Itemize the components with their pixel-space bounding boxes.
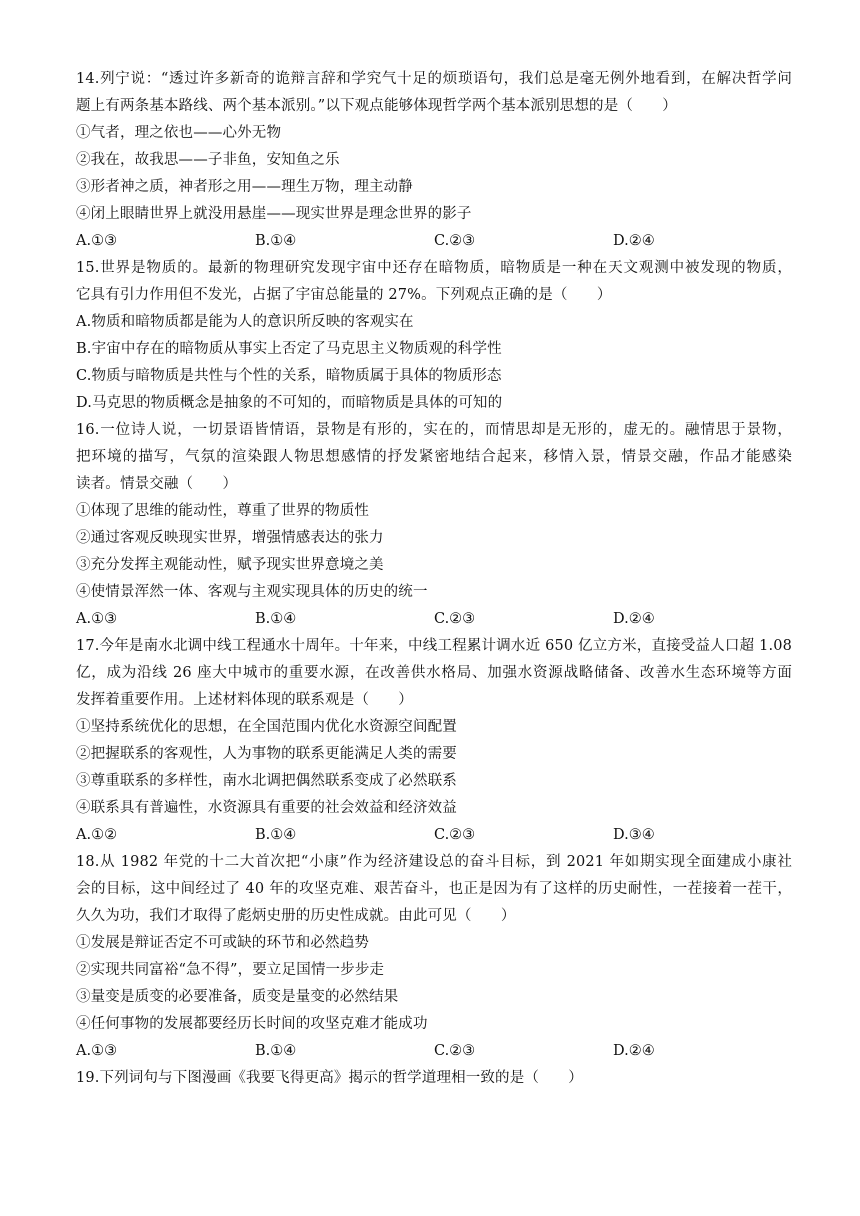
answer-choice-b: B.①④ — [255, 1043, 297, 1059]
answer-choices — [76, 1038, 792, 1065]
question-19 — [76, 1065, 792, 1092]
answer-choice-c: C.②③ — [434, 611, 476, 627]
answer-choice-c: C.②③ — [434, 1043, 476, 1059]
answer-choice-b: B.①④ — [255, 233, 297, 249]
answer-choice-d: D.③④ — [613, 827, 655, 843]
question-stem-line: 17.今年是南水北调中线工程通水十周年。十年来，中线工程累计调水近 650 亿立方米，直接受益人口超 1.08 — [76, 638, 792, 654]
option-line: ③量变是质变的必要准备，质变是量变的必然结果 — [76, 989, 399, 1005]
question-stem-line: 它具有引力作用但不发光，占据了宇宙总能量的 27%。下列观点正确的是（ ） — [76, 287, 612, 303]
question-stem-line: 读者。情景交融（ ） — [76, 476, 238, 492]
question-16 — [76, 417, 792, 633]
question-stem-line: 15.世界是物质的。最新的物理研究发现宇宙中还存在暗物质，暗物质是一种在天文观测中被发现的物质， — [76, 260, 792, 276]
question-17 — [76, 633, 792, 849]
answer-choice-a: A.①③ — [76, 233, 118, 249]
answer-choice-b: B.①④ — [255, 827, 297, 843]
answer-choices — [76, 228, 792, 255]
option-line: ②实现共同富裕“急不得”，要立足国情一步步走 — [76, 962, 385, 978]
question-stem-line: 久久为功，我们才取得了彪炳史册的历史性成就。由此可见（ ） — [76, 908, 516, 924]
answer-choice-a: A.①③ — [76, 611, 118, 627]
exam-page — [76, 66, 792, 1092]
answer-choice-b: B.①④ — [255, 611, 297, 627]
option-line: D.马克思的物质概念是抽象的不可知的，而暗物质是具体的可知的 — [76, 395, 503, 411]
answer-choice-d: D.②④ — [613, 611, 655, 627]
option-line: ①气者，理之依也——心外无物 — [76, 125, 282, 141]
option-line: A.物质和暗物质都是能为人的意识所反映的客观实在 — [76, 314, 414, 330]
question-stem-line: 发挥着重要作用。上述材料体现的联系观是（ ） — [76, 692, 413, 708]
question-stem-line: 18.从 1982 年党的十二大首次把“小康”作为经济建设总的奋斗目标，到 2021 年如期实现全面建成小康社 — [76, 854, 792, 870]
option-line: ①体现了思维的能动性，尊重了世界的物质性 — [76, 503, 369, 519]
option-line: ③充分发挥主观能动性，赋予现实世界意境之美 — [76, 557, 384, 573]
answer-choices — [76, 822, 792, 849]
option-line: ①发展是辩证否定不可或缺的环节和必然趋势 — [76, 935, 369, 951]
answer-choice-d: D.②④ — [613, 1043, 655, 1059]
question-15 — [76, 255, 792, 417]
answer-choice-a: A.①③ — [76, 1043, 118, 1059]
question-18 — [76, 849, 792, 1065]
option-line: ③形者神之质，神者形之用——理生万物，理主动静 — [76, 179, 413, 195]
option-line: C.物质与暗物质是共性与个性的关系，暗物质属于具体的物质形态 — [76, 368, 502, 384]
answer-choice-d: D.②④ — [613, 233, 655, 249]
option-line: ④任何事物的发展都要经历长时间的攻坚克难才能成功 — [76, 1016, 428, 1032]
option-line: ②我在，故我思——子非鱼，安知鱼之乐 — [76, 152, 340, 168]
answer-choice-a: A.①② — [76, 827, 118, 843]
answer-choices — [76, 606, 792, 633]
question-stem-line: 19.下列词句与下图漫画《我要飞得更高》揭示的哲学道理相一致的是（ ） — [76, 1070, 583, 1086]
option-line: ①坚持系统优化的思想，在全国范围内优化水资源空间配置 — [76, 719, 457, 735]
question-stem-line: 14.列宁说：“透过许多新奇的诡辩言辞和学究气十足的烦琐语句，我们总是毫无例外地看到，在解决哲学问 — [76, 71, 792, 87]
answer-choice-c: C.②③ — [434, 233, 476, 249]
question-stem-line: 题上有两条基本路线、两个基本派别。”以下观点能够体现哲学两个基本派别思想的是（ ） — [76, 98, 677, 114]
question-stem-line: 亿，成为沿线 26 座大中城市的重要水源，在改善供水格局、加强水资源战略储备、改善水生态环境等方面 — [76, 665, 792, 681]
question-stem-line: 16.一位诗人说，一切景语皆情语，景物是有形的，实在的，而情思却是无形的，虚无的。融情思于景物， — [76, 422, 792, 438]
option-line: ④闭上眼睛世界上就没用悬崖——现实世界是理念世界的影子 — [76, 206, 472, 222]
question-14 — [76, 66, 792, 255]
option-line: ④联系具有普遍性，水资源具有重要的社会效益和经济效益 — [76, 800, 457, 816]
option-line: ②把握联系的客观性，人为事物的联系更能满足人类的需要 — [76, 746, 457, 762]
answer-choice-c: C.②③ — [434, 827, 476, 843]
option-line: ②通过客观反映现实世界，增强情感表达的张力 — [76, 530, 384, 546]
option-line: ④使情景浑然一体、客观与主观实现具体的历史的统一 — [76, 584, 428, 600]
option-line: ③尊重联系的多样性，南水北调把偶然联系变成了必然联系 — [76, 773, 457, 789]
question-stem-line: 会的目标，这中间经过了 40 年的攻坚克难、艰苦奋斗，也正是因为有了这样的历史耐性，一茬接着一茬干， — [76, 881, 792, 897]
option-line: B.宇宙中存在的暗物质从事实上否定了马克思主义物质观的科学性 — [76, 341, 502, 357]
question-stem-line: 把环境的描写，气氛的渲染跟人物思想感情的抒发紧密地结合起来，移情入景，情景交融，作品才能感染 — [76, 449, 792, 465]
